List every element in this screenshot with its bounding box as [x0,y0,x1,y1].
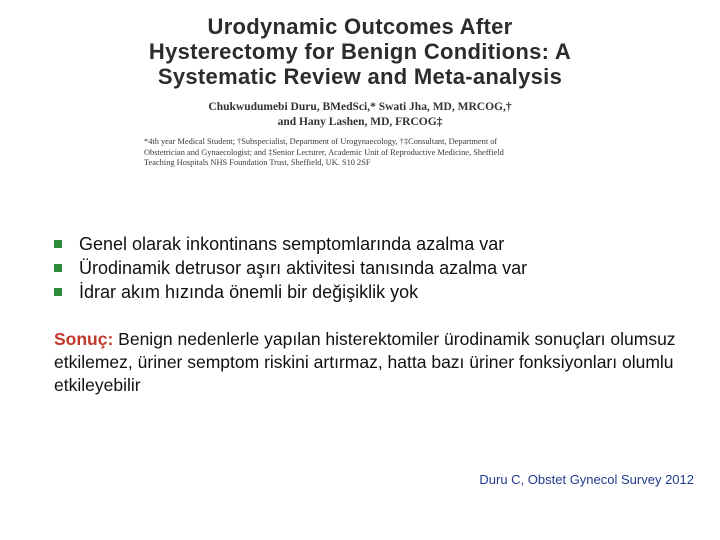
square-bullet-icon [54,240,62,248]
square-bullet-icon [54,288,62,296]
conclusion-label: Sonuç: [54,329,114,349]
paper-title-line: Urodynamic Outcomes After [207,14,513,39]
conclusion-paragraph [54,328,694,397]
conclusion-text: Benign nedenlerle yapılan histerektomiler ürodinamik sonuçları olumsuz etkilemez, üriner semptom riskini artırmaz, hatta bazı üriner fonksiyonları olumlu etkileyebilir [54,329,676,395]
authors-line: Chukwudumebi Duru, BMedSci,* Swati Jha, MD, MRCOG,† [208,101,512,113]
authors-line: and Hany Lashen, MD, FRCOG‡ [277,116,443,128]
finding-text: Genel olarak inkontinans semptomlarında azalma var [79,233,505,254]
paper-header-image [140,14,580,172]
list-item [54,256,694,280]
affiliation-line: *4th year Medical Student; †Subspecialist, Department of Urogynaecology, †‡Consultant, Department of [144,137,498,146]
paper-title-line: Systematic Review and Meta-analysis [157,64,563,89]
list-item [54,280,694,304]
list-item [54,232,694,256]
square-bullet-icon [54,264,62,272]
paper-affiliations [144,137,576,169]
finding-text: Ürodinamik detrusor aşırı aktivitesi tanısında azalma var [79,257,528,278]
citation: Duru C, Obstet Gynecol Survey 2012 [479,472,694,487]
affiliation-line: Obstetrician and Gynaecologist; and ‡Senior Lecturer, Academic Unit of Reproductive Medicine, Sheffield [144,147,504,157]
paper-title-line: Hysterectomy for Benign Conditions: A [148,39,572,64]
findings-list [54,232,694,304]
paper-authors [140,100,580,130]
affiliation-line: Teaching Hospitals NHS Foundation Trust, Sheffield, UK. S10 2SF [144,158,371,167]
finding-text: İdrar akım hızında önemli bir değişiklik yok [79,281,419,302]
paper-title [140,14,580,89]
